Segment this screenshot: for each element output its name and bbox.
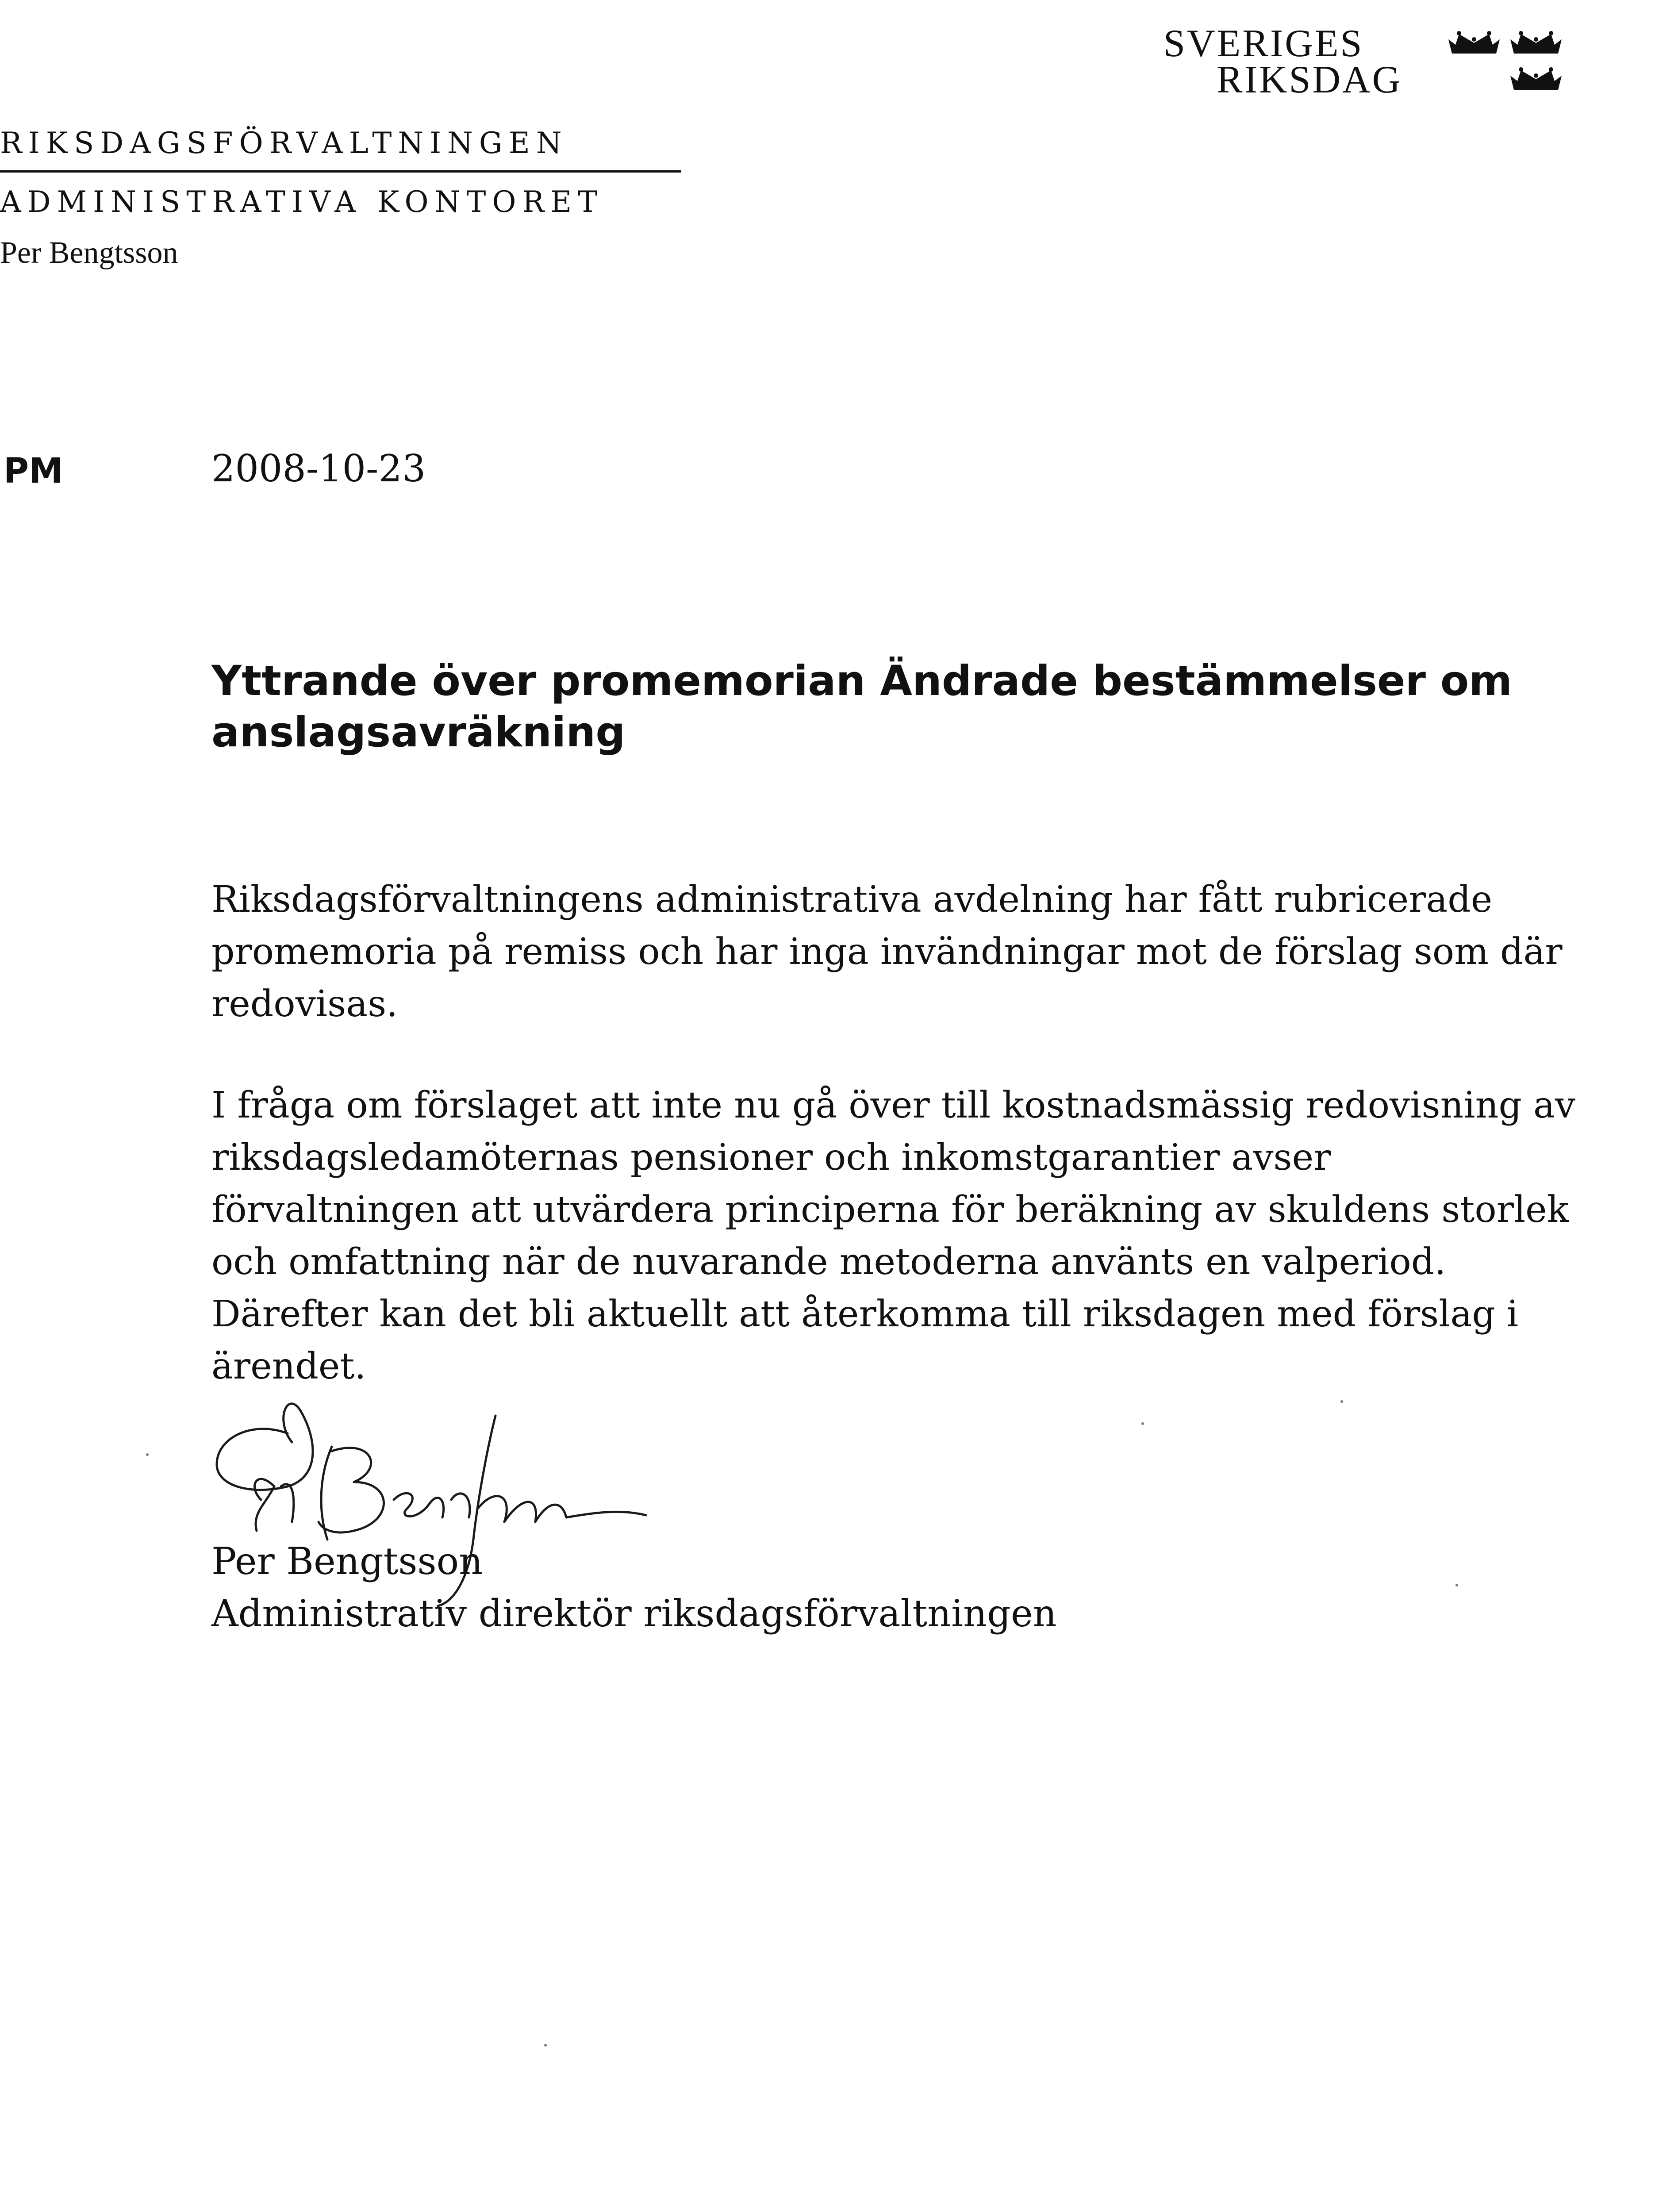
scan-speck	[146, 1453, 149, 1456]
document-type-label: PM	[4, 451, 63, 491]
body-paragraph-2: I fråga om förslaget att inte nu gå över till kostnadsmässig redovisning av riksdagsledamöternas pensioner och inkomstgarantier avser förvaltningen att utvärdera principerna för beräkning av skuldens storlek och omfattning när de nuvarande metoderna använts en valperiod. Därefter kan det bli aktuellt att återkomma till riksdagen med förslag i ärendet.	[211, 1084, 1576, 1387]
scan-speck	[1141, 1422, 1144, 1425]
scan-speck	[544, 2044, 547, 2047]
logo-line-riksdag: RIKSDAG	[1217, 58, 1402, 101]
crown-icon	[1509, 31, 1563, 55]
scan-speck	[1455, 1584, 1458, 1586]
crown-icon	[1509, 67, 1563, 92]
body-paragraph-1: Riksdagsförvaltningens administrativa avdelning har fått rubricerade promemoria på remiss och har inga invändningar mot de förslag som där redovisas.	[211, 879, 1563, 1025]
logo-line-sveriges: SVERIGES	[1163, 22, 1364, 65]
crown-icon	[1447, 31, 1501, 55]
riksdag-logo	[1146, 24, 1632, 104]
office-name: ADMINISTRATIVA KONTORET	[0, 185, 604, 219]
signer-name: Per Bengtsson	[211, 1540, 483, 1583]
scan-speck	[1340, 1400, 1343, 1403]
letterhead-divider	[0, 170, 681, 173]
document-date: 2008-10-23	[211, 447, 426, 490]
document-title: Yttrande över promemorian Ändrade bestämmelser om anslagsavräkning	[211, 657, 1513, 757]
signer-title: Administrativ direktör riksdagsförvaltningen	[211, 1592, 1057, 1635]
letterhead-author: Per Bengtsson	[0, 236, 178, 270]
organization-name: RIKSDAGSFÖRVALTNINGEN	[0, 126, 568, 160]
